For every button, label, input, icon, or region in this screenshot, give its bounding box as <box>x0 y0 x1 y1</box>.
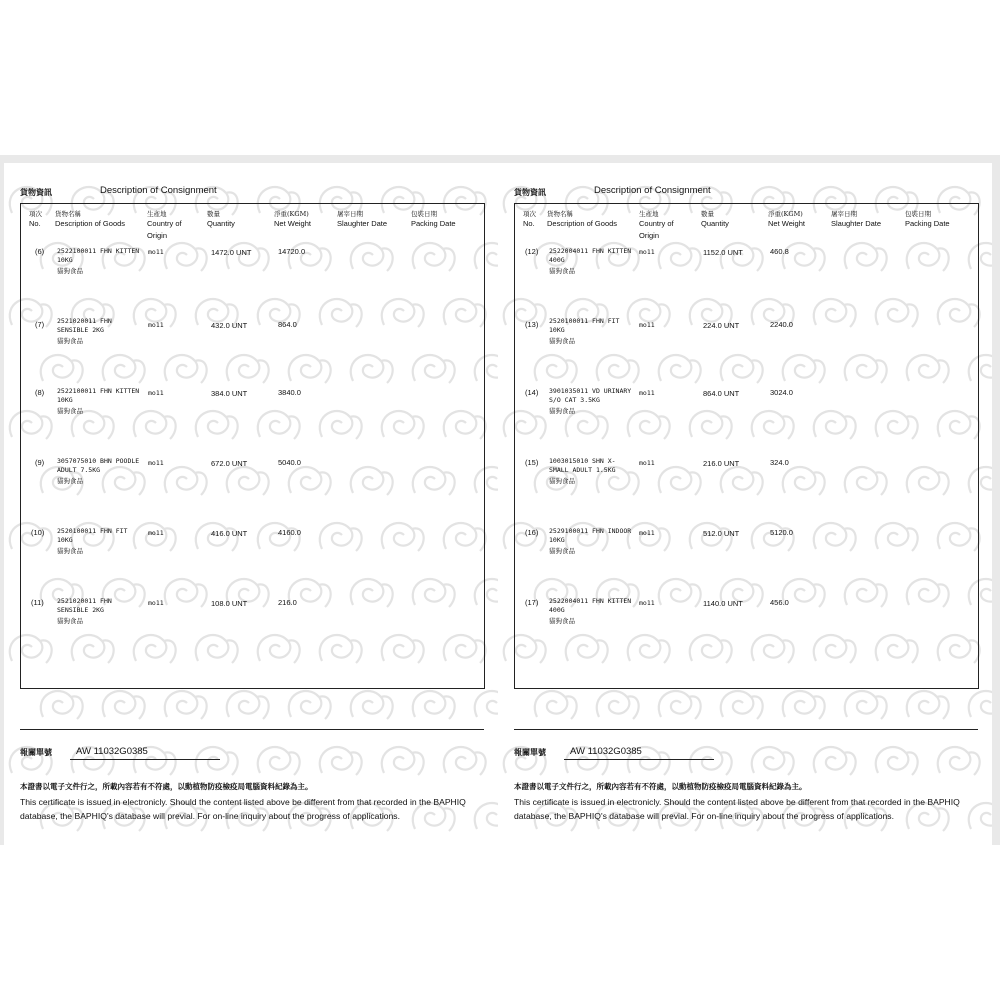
col-origin: 生產地 Country of Origin <box>147 210 182 240</box>
item-weight: 14720.0 <box>278 247 306 256</box>
item-origin: mo11 <box>639 599 655 607</box>
item-code: 2521020011 FHN <box>57 597 112 605</box>
watermark-swirl <box>413 691 455 719</box>
watermark-swirl <box>289 691 331 719</box>
item-size: 10KG <box>57 536 73 544</box>
notice-en: This certificate is issued in electronicly. Should the content listed above be different from that recorded in the BAPHIQ database, the BAPHIQ's database will previal. For on-line inquiry about the progress of applications. <box>514 797 960 821</box>
divider-line <box>20 729 484 730</box>
item-origin: mo11 <box>148 321 164 329</box>
header-en: Description of Consignment <box>100 185 217 196</box>
watermark-swirl <box>535 691 577 719</box>
item-size: SMALL ADULT 1.5KG <box>549 466 616 474</box>
watermark-swirl <box>597 691 639 719</box>
item-size: SENSIBLE 2KG <box>57 326 104 334</box>
declaration-label: 報關單號 <box>20 747 52 757</box>
item-quantity: 864.0 UNT <box>703 389 740 398</box>
item-weight: 3840.0 <box>278 388 301 397</box>
item-no: (17) <box>525 598 539 607</box>
watermark-swirl <box>227 691 269 719</box>
item-origin: mo11 <box>639 529 655 537</box>
item-category: 貓狗食品 <box>549 337 575 345</box>
item-no: (7) <box>35 320 45 329</box>
declaration-value: AW 11032G0385 <box>570 746 642 757</box>
declaration-label: 報關單號 <box>514 747 546 757</box>
item-quantity: 672.0 UNT <box>211 459 248 468</box>
notice-zh: 本證書以電子文件行之，所載內容若有不符處，以動植物防疫檢疫局電腦資料紀錄為主。 <box>20 782 313 791</box>
table-row <box>515 527 978 587</box>
table-row <box>21 457 484 517</box>
item-no: (11) <box>31 598 44 607</box>
divider-line <box>514 729 978 730</box>
item-code: 2522004011 FHN KITTEN <box>549 247 632 255</box>
item-quantity: 432.0 UNT <box>211 321 248 330</box>
item-code: 2522004011 FHN KITTEN <box>549 597 632 605</box>
goods-table <box>20 203 485 689</box>
item-no: (13) <box>525 320 539 329</box>
col-description: 貨物名稱 Description of Goods <box>547 210 618 228</box>
item-size: S/O CAT 3.5KG <box>549 396 600 404</box>
item-category: 貓狗食品 <box>549 617 575 625</box>
item-no: (10) <box>31 528 45 537</box>
item-size: 10KG <box>57 256 73 264</box>
col-net-weight: 淨重(KGM) Net Weight <box>768 210 805 228</box>
col-origin: 生產地 Country of Origin <box>639 210 674 240</box>
item-code: 2521020011 FHN <box>57 317 112 325</box>
item-weight: 3024.0 <box>770 388 793 397</box>
col-slaughter-date: 屠宰日期 Slaughter Date <box>831 210 882 228</box>
item-origin: mo11 <box>639 248 655 256</box>
table-row <box>21 387 484 447</box>
item-origin: mo11 <box>148 529 164 537</box>
consignment-header <box>20 185 488 201</box>
item-weight: 216.0 <box>278 598 297 607</box>
watermark-swirl <box>721 691 763 719</box>
item-code: 2522100011 FHN KITTEN <box>57 387 140 395</box>
notice-en: This certificate is issued in electronicly. Should the content listed above be different from that recorded in the BAPHIQ database, the BAPHIQ's database will previal. For on-line inquiry about the progress of applications. <box>20 797 466 821</box>
item-size: 10KG <box>549 536 565 544</box>
watermark-swirl <box>659 691 701 719</box>
certificate-page-1 <box>4 163 498 845</box>
item-size: 10KG <box>549 326 565 334</box>
item-quantity: 108.0 UNT <box>211 599 248 608</box>
watermark-swirl <box>907 691 949 719</box>
table-row <box>21 247 484 307</box>
item-size: 400G <box>549 606 565 614</box>
item-no: (6) <box>35 247 45 256</box>
item-weight: 2240.0 <box>770 320 793 329</box>
declaration-underline <box>564 759 714 760</box>
table-row <box>515 317 978 377</box>
watermark-swirl <box>351 691 393 719</box>
item-origin: mo11 <box>148 389 164 397</box>
item-weight: 864.0 <box>278 320 297 329</box>
watermark-swirl <box>783 691 825 719</box>
item-size: ADULT 7.5KG <box>57 466 101 474</box>
certificate-page-2 <box>498 163 992 845</box>
declaration-number <box>20 744 484 762</box>
item-origin: mo11 <box>148 459 164 467</box>
item-quantity: 416.0 UNT <box>211 529 248 538</box>
item-weight: 456.0 <box>770 598 789 607</box>
item-no: (9) <box>35 458 45 467</box>
item-quantity: 1152.0 UNT <box>703 248 743 257</box>
item-quantity: 1472.0 UNT <box>211 248 252 257</box>
col-quantity: 數量 Quantity <box>701 210 729 228</box>
watermark-swirl <box>475 691 498 719</box>
item-origin: mo11 <box>639 459 655 467</box>
item-quantity: 512.0 UNT <box>703 529 740 538</box>
declaration-number <box>514 744 978 762</box>
item-weight: 4160.0 <box>278 528 301 537</box>
watermark-swirl <box>969 691 992 719</box>
col-no: 項次 No. <box>523 210 536 228</box>
item-code: 2522100011 FHN KITTEN <box>57 247 140 255</box>
item-code: 2529100011 FHN INDOOR <box>549 527 632 535</box>
declaration-underline <box>70 759 220 760</box>
item-size: 400G <box>549 256 565 264</box>
item-origin: mo11 <box>639 389 655 397</box>
table-row <box>515 457 978 517</box>
watermark-swirl <box>41 691 83 719</box>
item-category: 貓狗食品 <box>57 617 83 625</box>
item-code: 3901035011 VD URINARY <box>549 387 632 395</box>
header-en: Description of Consignment <box>594 185 711 196</box>
col-no: 項次 No. <box>29 210 42 228</box>
item-code: 2520100011 FHN FIT <box>549 317 620 325</box>
item-category: 貓狗食品 <box>57 267 83 275</box>
item-category: 貓狗食品 <box>57 337 83 345</box>
col-packing-date: 包裝日期 Packing Date <box>411 210 456 228</box>
goods-table <box>514 203 979 689</box>
consignment-header <box>514 185 982 201</box>
item-code: 3057075010 BHN POODLE <box>57 457 140 465</box>
item-category: 貓狗食品 <box>549 477 575 485</box>
item-weight: 5040.0 <box>278 458 301 467</box>
item-category: 貓狗食品 <box>57 407 83 415</box>
header-zh: 貨物資訊 <box>514 187 546 197</box>
watermark-swirl <box>845 691 887 719</box>
item-quantity: 216.0 UNT <box>703 459 740 468</box>
watermark-swirl <box>165 691 207 719</box>
item-weight: 5120.0 <box>770 528 793 537</box>
col-quantity: 數量 Quantity <box>207 210 235 228</box>
item-category: 貓狗食品 <box>57 477 83 485</box>
table-row <box>515 387 978 447</box>
col-packing-date: 包裝日期 Packing Date <box>905 210 950 228</box>
item-size: 10KG <box>57 396 73 404</box>
item-quantity: 384.0 UNT <box>211 389 248 398</box>
header-zh: 貨物資訊 <box>20 187 52 197</box>
notice-zh: 本證書以電子文件行之，所載內容若有不符處，以動植物防疫檢疫局電腦資料紀錄為主。 <box>514 782 807 791</box>
item-no: (15) <box>525 458 539 467</box>
item-no: (14) <box>525 388 539 397</box>
col-description: 貨物名稱 Description of Goods <box>55 210 126 228</box>
item-category: 貓狗食品 <box>549 547 575 555</box>
item-code: 1003015010 SHN X- <box>549 457 616 465</box>
table-row <box>515 597 978 657</box>
item-category: 貓狗食品 <box>549 407 575 415</box>
item-origin: mo11 <box>639 321 655 329</box>
table-row <box>21 597 484 657</box>
table-row <box>515 247 978 307</box>
item-origin: mo11 <box>148 248 164 256</box>
item-no: (16) <box>525 528 539 537</box>
item-size: SENSIBLE 2KG <box>57 606 104 614</box>
col-net-weight: 淨重(KGM) Net Weight <box>274 210 311 228</box>
item-category: 貓狗食品 <box>57 547 83 555</box>
col-slaughter-date: 屠宰日期 Slaughter Date <box>337 210 388 228</box>
item-no: (12) <box>525 247 539 256</box>
item-quantity: 224.0 UNT <box>703 321 740 330</box>
table-row <box>21 527 484 587</box>
item-weight: 460.8 <box>770 247 789 256</box>
item-quantity: 1140.0 UNT <box>703 599 743 608</box>
table-row <box>21 317 484 377</box>
item-weight: 324.0 <box>770 458 789 467</box>
item-category: 貓狗食品 <box>549 267 575 275</box>
item-code: 2520100011 FHN FIT <box>57 527 128 535</box>
item-origin: mo11 <box>148 599 164 607</box>
declaration-value: AW 11032G0385 <box>76 746 148 757</box>
item-no: (8) <box>35 388 45 397</box>
watermark-swirl <box>103 691 145 719</box>
